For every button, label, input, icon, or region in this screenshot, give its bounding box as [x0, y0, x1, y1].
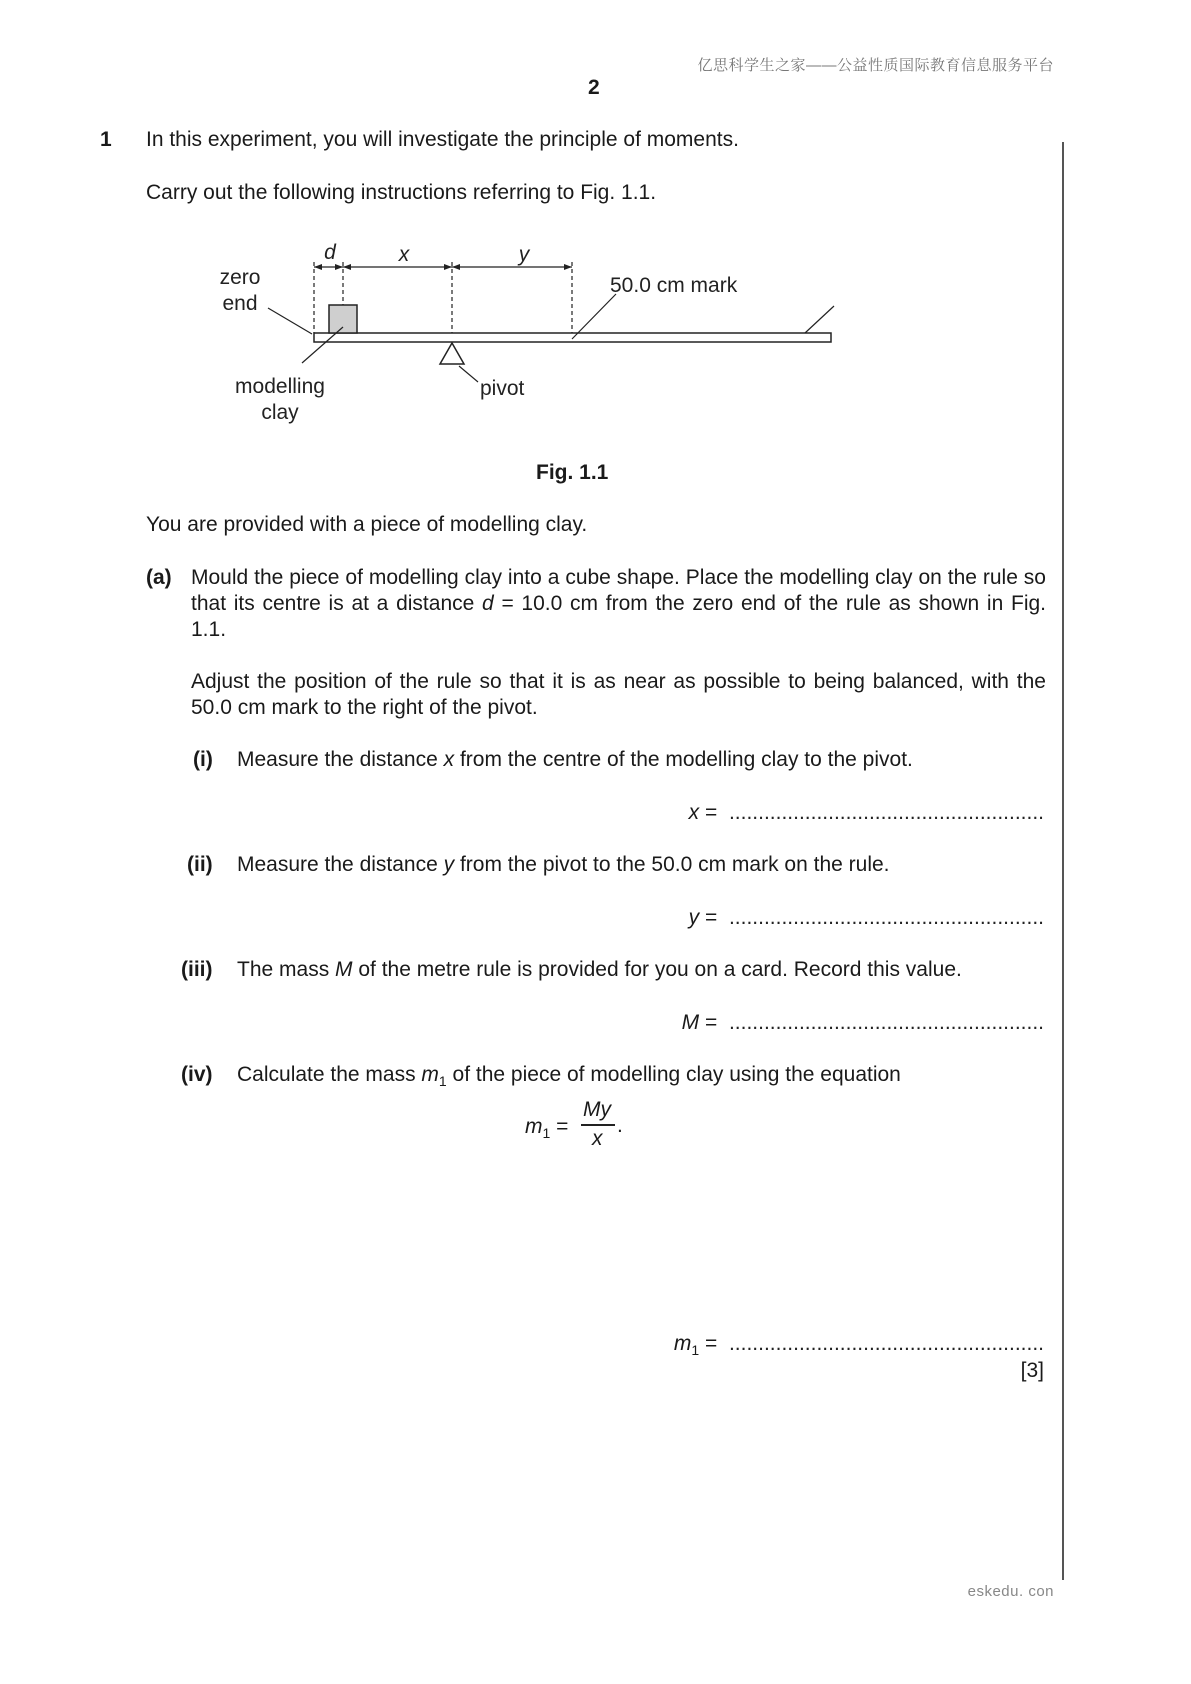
- subpart-i-label: (i): [193, 748, 213, 771]
- label-y: y: [518, 243, 530, 266]
- marks: [3]: [1020, 1359, 1044, 1382]
- label-pivot: pivot: [480, 377, 525, 400]
- answer-x[interactable]: x = ......................................................: [688, 801, 1044, 824]
- subpart-iii-text: The mass M of the metre rule is provided for you on a card. Record this value.: [237, 958, 962, 981]
- part-a-label: (a): [146, 566, 172, 589]
- header-watermark: 亿思科学生之家——公益性质国际教育信息服务平台: [697, 57, 1054, 74]
- figure-1-1-diagram: [0, 0, 1191, 460]
- part-a-text1: Mould the piece of modelling clay into a cube shape. Place the modelling clay on the rule so that its centre is at a distance d = 10.0 cm from the zero end of the rule as shown in Fig. 1.1.: [191, 566, 1046, 641]
- question-instruction: Carry out the following instructions referring to Fig. 1.1.: [146, 181, 657, 204]
- figure-caption: Fig. 1.1: [536, 461, 609, 484]
- subpart-ii-label: (ii): [187, 853, 213, 876]
- part-a-text2: Adjust the position of the rule so that it is as near as possible to being balanced, with the 50.0 cm mark to the right of the pivot.: [191, 670, 1046, 719]
- label-clay: clay: [261, 401, 299, 424]
- subpart-iv-text: Calculate the mass $m_1$ of the piece of modelling clay using the equation: [237, 1063, 901, 1090]
- label-modelling: modelling: [235, 375, 325, 398]
- equation-lhs: $m_1$ =: [525, 1115, 569, 1142]
- question-intro: In this experiment, you will investigate the principle of moments.: [146, 128, 739, 151]
- question-number: 1: [100, 128, 112, 151]
- provided-text: You are provided with a piece of modelling clay.: [146, 513, 588, 536]
- label-d: d: [324, 241, 336, 264]
- footer-site: eskedu. con: [967, 1583, 1054, 1600]
- modelling-clay-cube: [329, 305, 357, 333]
- pivot-triangle: [440, 343, 464, 364]
- equation-denominator: x: [592, 1127, 603, 1150]
- label-x: x: [398, 243, 410, 266]
- equation-end: .: [617, 1114, 623, 1137]
- label-zero: zero: [219, 266, 261, 289]
- metre-rule: [314, 333, 831, 342]
- answer-M[interactable]: M = ......................................................: [681, 1011, 1044, 1034]
- label-50cm-mark: 50.0 cm mark: [610, 274, 738, 297]
- equation-numerator: My: [583, 1098, 611, 1121]
- equation-fraction-bar: [581, 1124, 615, 1126]
- subpart-i-text: Measure the distance x from the centre of the modelling clay to the pivot.: [237, 748, 913, 771]
- subpart-ii-text: Measure the distance y from the pivot to the 50.0 cm mark on the rule.: [237, 853, 890, 876]
- page-number: 2: [588, 76, 600, 99]
- answer-y[interactable]: y = ......................................................: [688, 906, 1044, 929]
- answer-m1[interactable]: $m_1$ = ......................................................: [673, 1332, 1044, 1359]
- subpart-iv-label: (iv): [181, 1063, 213, 1086]
- subpart-iii-label: (iii): [181, 958, 213, 981]
- label-end: end: [222, 292, 258, 315]
